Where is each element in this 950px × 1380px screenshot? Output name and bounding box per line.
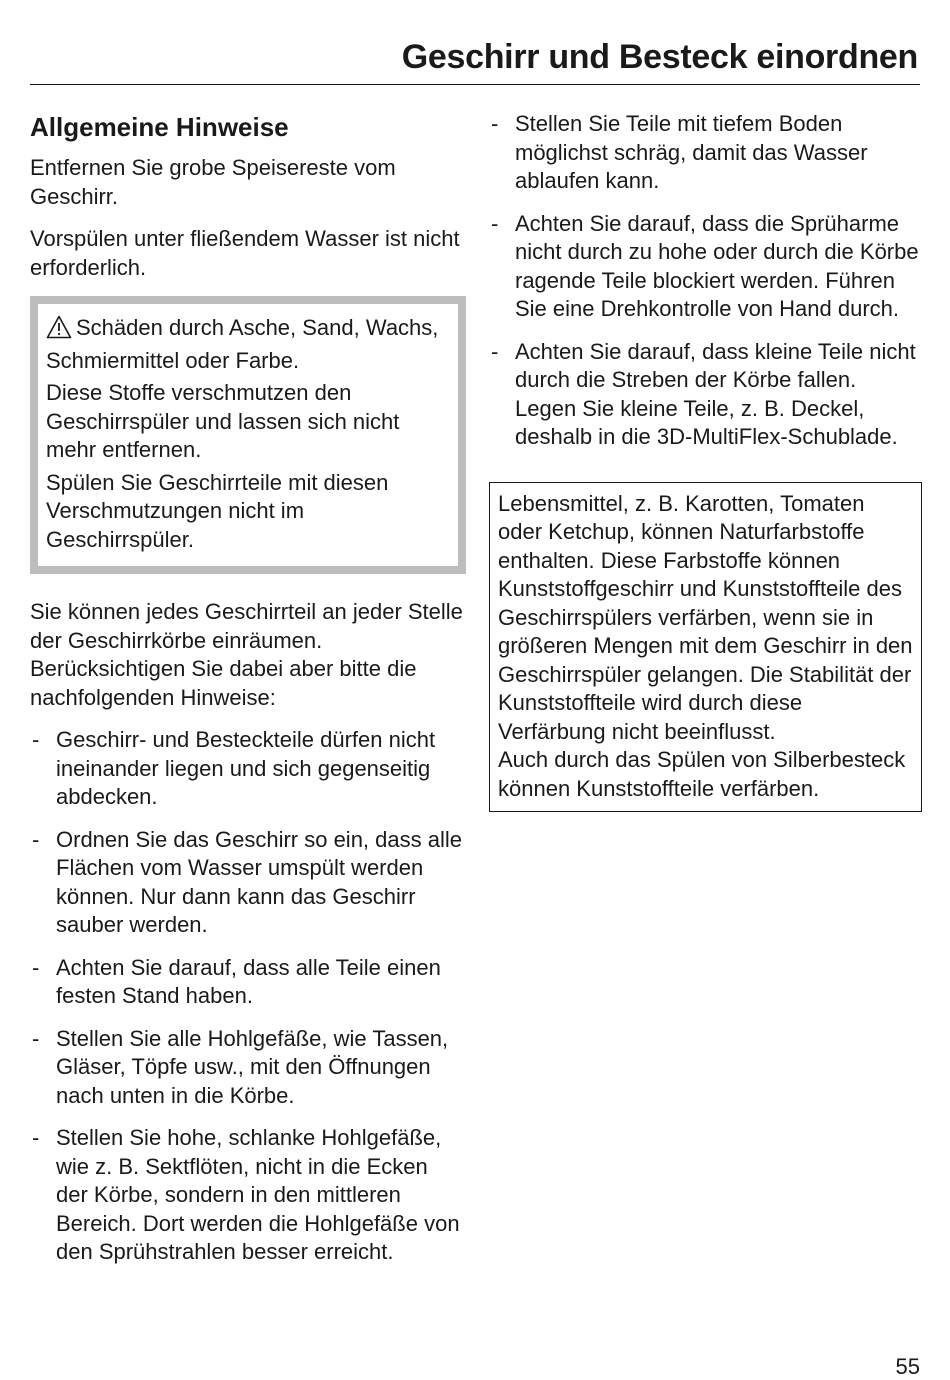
- section-heading: Allgemeine Hinweise: [30, 112, 289, 142]
- info-text-1: Lebensmittel, z. B. Karotten, Tomaten oder Ketchup, können Naturfarbstoffe enthalten. Diese Farbstoffe können Kunststoffgeschirr und Kunststoffteile des Geschirrspülers verfärben, wenn sie in größeren Mengen mit dem Geschirr in den Geschirrspüler gelangen. Die Stabilität der Kunststoffteile wird durch diese Verfärbung nicht beeinflusst.: [498, 490, 913, 744]
- list-item-text: Stellen Sie hohe, schlanke Hohlgefäße, wie z. B. Sektflöten, nicht in die Ecken der Körbe, sondern in den mittleren Bereich. Dort werden die Hohlgefäße von den Sprühstrahlen besser erreicht.: [56, 1125, 460, 1264]
- list-item: - Geschirr- und Besteckteile dürfen nicht ineinander liegen und sich gegenseitig abdecken.: [32, 727, 436, 809]
- info-text-2: Auch durch das Spülen von Silberbesteck können Kunststoffteile verfärben.: [498, 747, 906, 801]
- warning-triangle-icon: [46, 315, 72, 347]
- list-item: - Achten Sie darauf, dass kleine Teile nicht durch die Streben der Körbe fallen. Legen Sie kleine Teile, z. B. Deckel, deshalb in die 3D-MultiFlex-Schublade.: [489, 338, 923, 452]
- warning-title: Schäden durch Asche, Sand, Wachs, Schmiermittel oder Farbe.: [46, 315, 439, 373]
- body-paragraph: Sie können jedes Geschirrteil an jeder Stelle der Geschirrkörbe einräumen. Berücksichtigen Sie dabei aber bitte die nachfolgenden Hinweise:: [30, 599, 463, 710]
- left-column: [30, 110, 464, 1281]
- left-bullet-list: [30, 726, 464, 1267]
- list-item: - Achten Sie darauf, dass alle Teile einen festen Stand haben.: [32, 954, 441, 1008]
- list-item: - Stellen Sie Teile mit tiefem Boden möglichst schräg, damit das Wasser ablaufen kann.: [491, 111, 868, 193]
- list-item-text: Geschirr- und Besteckteile dürfen nicht ineinander liegen und sich gegenseitig abdecken.: [56, 727, 436, 809]
- list-item: - Ordnen Sie das Geschirr so ein, dass alle Flächen vom Wasser umspült werden können. Nur dann kann das Geschirr sauber werden.: [32, 826, 462, 937]
- list-item-text: Stellen Sie Teile mit tiefem Boden möglichst schräg, damit das Wasser ablaufen kann.: [515, 111, 868, 193]
- warning-box: [30, 296, 466, 574]
- warning-title-line: [46, 314, 446, 375]
- list-item-text: Achten Sie darauf, dass die Sprüharme nicht durch zu hohe oder durch die Körbe ragende Teile blockiert werden. Führen Sie eine Drehkontrolle von Hand durch.: [515, 210, 919, 321]
- right-column: [489, 110, 923, 812]
- list-item-text: Achten Sie darauf, dass alle Teile einen festen Stand haben.: [56, 954, 441, 1008]
- list-item-text-continued: Legen Sie kleine Teile, z. B. Deckel, deshalb in die 3D-MultiFlex-Schublade.: [515, 395, 898, 449]
- list-item-text: Stellen Sie alle Hohlgefäße, wie Tassen, Gläser, Töpfe usw., mit den Öffnungen nach unten in die Körbe.: [56, 1025, 449, 1108]
- page-number: 55: [895, 1354, 920, 1379]
- list-item: - Achten Sie darauf, dass die Sprüharme nicht durch zu hohe oder durch die Körbe ragende Teile blockiert werden. Führen Sie eine Drehkontrolle von Hand durch.: [491, 210, 919, 321]
- intro-paragraph-1: Entfernen Sie grobe Speisereste vom Geschirr.: [30, 155, 396, 209]
- list-item-text: Ordnen Sie das Geschirr so ein, dass alle Flächen vom Wasser umspült werden können. Nur dann kann das Geschirr sauber werden.: [56, 826, 462, 937]
- info-box: [489, 482, 922, 813]
- warning-text-2: Spülen Sie Geschirrteile mit diesen Verschmutzungen nicht im Geschirrspüler.: [46, 469, 389, 552]
- right-bullet-list: [489, 110, 923, 452]
- title-divider: [30, 84, 920, 85]
- intro-paragraph-2: Vorspülen unter fließendem Wasser ist nicht erforderlich.: [30, 226, 460, 280]
- warning-text-1: Diese Stoffe verschmutzen den Geschirrspüler und lassen sich nicht mehr entfernen.: [46, 380, 400, 462]
- page-title: Geschirr und Besteck einordnen: [401, 38, 918, 76]
- list-item: - Stellen Sie alle Hohlgefäße, wie Tassen, Gläser, Töpfe usw., mit den Öffnungen nach unten in die Körbe.: [32, 1025, 449, 1108]
- list-item-text: Achten Sie darauf, dass kleine Teile nicht durch die Streben der Körbe fallen.: [515, 338, 916, 392]
- list-item: - Stellen Sie hohe, schlanke Hohlgefäße, wie z. B. Sektflöten, nicht in die Ecken der Körbe, sondern in den mittleren Bereich. Dort werden die Hohlgefäße von den Sprühstrahlen besser erreicht.: [32, 1125, 460, 1264]
